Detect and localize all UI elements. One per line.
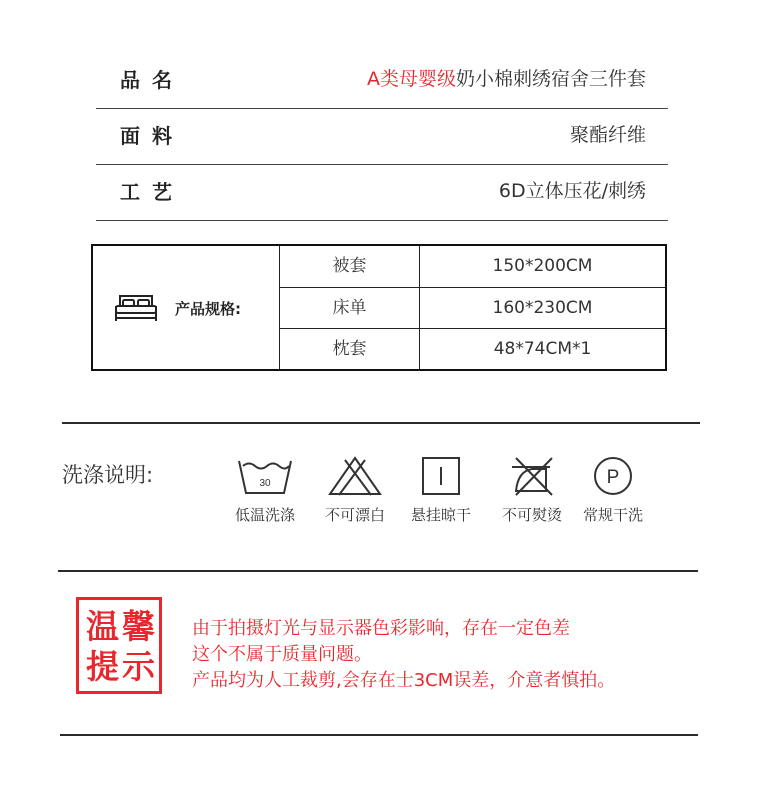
info-row-craft: [96, 164, 668, 221]
info-value: [570, 120, 646, 147]
info-row-fabric: [96, 108, 668, 165]
info-value-highlight: A类母婴级: [366, 68, 456, 90]
spec-size: 48*74CM*1: [493, 339, 592, 359]
spec-item: 床单: [332, 298, 367, 318]
info-row-name: [96, 52, 668, 109]
spec-header-cell: [93, 246, 280, 369]
info-label: 品名: [120, 68, 184, 92]
no-iron-icon: [502, 455, 562, 497]
bed-icon: [113, 291, 159, 325]
care-item-hang-dry: [396, 455, 486, 525]
dry-clean-text: P: [606, 467, 620, 488]
wash-title: 洗涤说明:: [62, 463, 154, 487]
no-bleach-icon: [325, 455, 385, 497]
section-divider: [58, 570, 698, 572]
wash-30-icon: [235, 455, 295, 497]
notice-badge-char: 示: [122, 647, 155, 686]
notice-line: 由于拍摄灯光与显示器色彩影响，存在一定色差: [192, 618, 570, 639]
info-label: 面料: [120, 124, 184, 148]
notice-line: 产品均为人工裁剪,会存在士3CM误差，介意者慎拍。: [192, 670, 616, 691]
notice-badge-char: 温: [86, 607, 119, 646]
notice-badge-char: 提: [86, 647, 119, 686]
spec-size: 160*230CM: [492, 298, 593, 318]
spec-item: 枕套: [332, 339, 367, 359]
care-label: 悬挂晾干: [410, 506, 471, 524]
spec-item: 被套: [332, 256, 367, 276]
care-label: 常规干洗: [582, 506, 643, 524]
care-item-no-iron: [487, 455, 577, 525]
section-divider: [62, 422, 700, 424]
dry-clean-icon: [583, 455, 643, 497]
care-item-no-bleach: [310, 455, 400, 525]
care-label: 不可熨烫: [501, 506, 562, 524]
care-label: 低温洗涤: [234, 506, 295, 524]
info-value: [367, 64, 646, 91]
wash-30-text: 30: [259, 478, 271, 489]
spec-size: 150*200CM: [492, 256, 593, 276]
section-divider: [60, 734, 698, 736]
info-value-text: 聚酯纤维: [569, 124, 646, 146]
info-value-text: 6D立体压花/刺绣: [498, 180, 646, 202]
info-label: 工艺: [120, 180, 184, 204]
spec-label: 产品规格:: [175, 300, 241, 318]
info-value: [499, 176, 646, 203]
notice-badge-char: 馨: [122, 607, 155, 646]
spec-table: [91, 244, 667, 371]
info-value-text: 奶小棉刺绣宿舍三件套: [455, 68, 646, 90]
care-item-low-temp-wash: [220, 455, 310, 525]
hang-dry-icon: [411, 455, 471, 497]
care-label: 不可漂白: [324, 506, 385, 524]
notice-badge: [76, 597, 162, 694]
notice-line: 这个不属于质量问题。: [192, 644, 372, 665]
care-item-dry-clean: [568, 455, 658, 525]
